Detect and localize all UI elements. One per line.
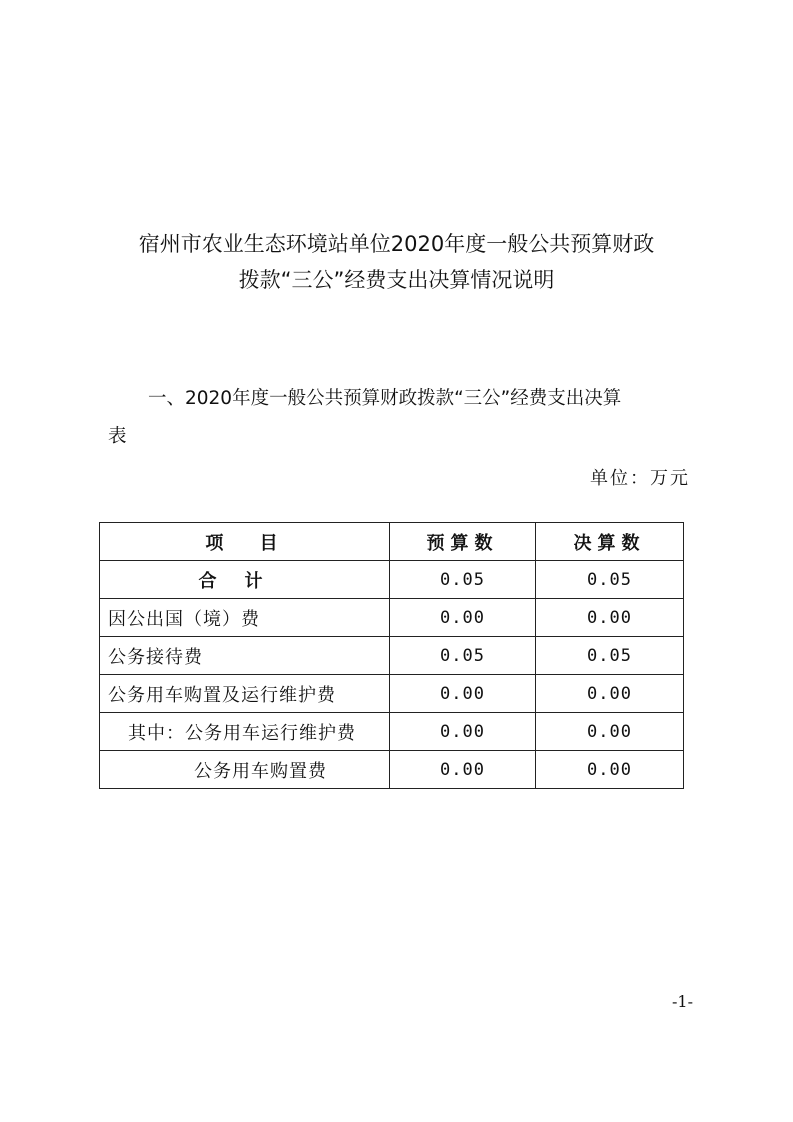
page-number: -1- (672, 992, 693, 1011)
row-budget: 0.00 (390, 599, 536, 637)
row-budget: 0.05 (390, 561, 536, 599)
row-final: 0.00 (536, 675, 684, 713)
row-label: 公务用车购置费 (100, 751, 390, 789)
header-item: 项 目 (100, 523, 390, 561)
row-budget: 0.05 (390, 637, 536, 675)
row-label: 合计 (100, 561, 390, 599)
table-header-row (100, 523, 684, 561)
unit-label: 单位：万元 (590, 468, 690, 489)
row-label: 其中：公务用车运行维护费 (100, 713, 390, 751)
document-title-line-2: 拨款“三公”经费支出决算情况说明 (238, 268, 555, 292)
row-budget: 0.00 (390, 713, 536, 751)
row-label: 公务用车购置及运行维护费 (100, 675, 390, 713)
table-row (100, 561, 684, 599)
row-final: 0.05 (536, 561, 684, 599)
table-row (100, 751, 684, 789)
section-heading-line-1: 一、2020年度一般公共预算财政拨款“三公”经费支出决算 (148, 388, 622, 409)
table-row (100, 599, 684, 637)
section-heading-line-2: 表 (108, 426, 127, 447)
row-label: 公务接待费 (100, 637, 390, 675)
table-row (100, 713, 684, 751)
table-row (100, 675, 684, 713)
row-final: 0.00 (536, 599, 684, 637)
document-title-line-1: 宿州市农业生态环境站单位2020年度一般公共预算财政 (138, 232, 655, 256)
row-budget: 0.00 (390, 751, 536, 789)
row-label: 因公出国（境）费 (100, 599, 390, 637)
header-final: 决算数 (536, 523, 684, 561)
row-budget: 0.00 (390, 675, 536, 713)
row-final: 0.05 (536, 637, 684, 675)
header-budget: 预算数 (390, 523, 536, 561)
row-final: 0.00 (536, 751, 684, 789)
row-final: 0.00 (536, 713, 684, 751)
three-public-expenses-table (99, 522, 684, 789)
table-row (100, 637, 684, 675)
